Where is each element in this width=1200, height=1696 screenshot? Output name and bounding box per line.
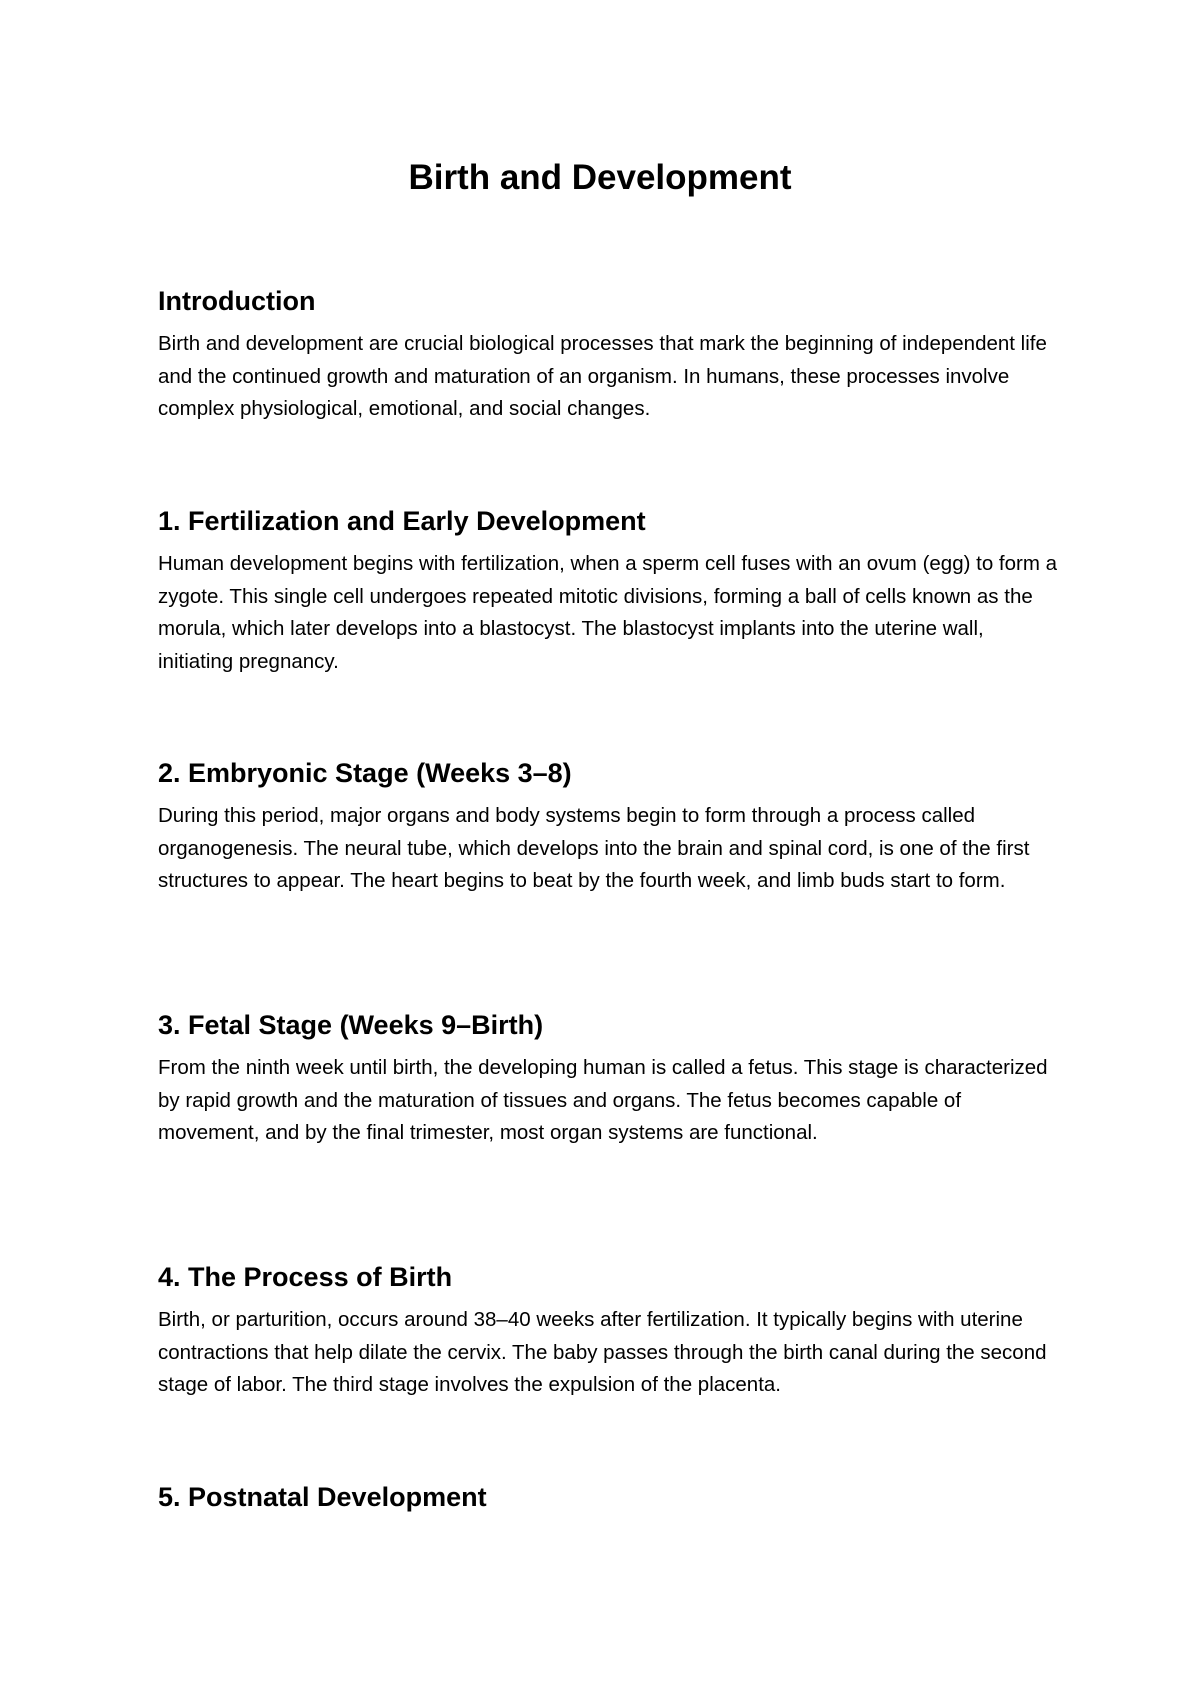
section-heading: Introduction [158,286,316,316]
section-embryonic-stage [158,756,1058,898]
section-body: During this period, major organs and body systems begin to form through a process called organogenesis. The neural tube, which develops into the brain and spinal cord, is one of the first structures to appear. The heart begins to beat by the fourth week, and limb buds start to form. [158,804,1030,892]
section-body: From the ninth week until birth, the developing human is called a fetus. This stage is characterized by rapid growth and the maturation of tissues and organs. The fetus becomes capable of movement, and by the final trimester, most organ systems are functional. [158,1056,1048,1144]
section-process-of-birth [158,1260,1058,1402]
section-heading: 2. Embryonic Stage (Weeks 3–8) [158,758,572,788]
section-body: Birth, or parturition, occurs around 38–40 weeks after fertilization. It typically begins with uterine contractions that help dilate the cervix. The baby passes through the birth canal during the second stage of labor. The third stage involves the expulsion of the placenta. [158,1308,1047,1396]
section-body: Birth and development are crucial biological processes that mark the beginning of independent life and the continued growth and maturation of an organism. In humans, these processes involve complex physiological, emotional, and social changes. [158,332,1047,420]
section-fertilization [158,504,1058,678]
section-heading: 4. The Process of Birth [158,1262,453,1292]
section-heading: 1. Fertilization and Early Development [158,506,646,536]
section-introduction [158,284,1058,426]
document-title: Birth and Development [408,158,792,197]
section-heading: 5. Postnatal Development [158,1482,487,1512]
section-postnatal-development [158,1480,1058,1514]
section-fetal-stage [158,1008,1058,1150]
section-body: Human development begins with fertilization, when a sperm cell fuses with an ovum (egg) to form a zygote. This single cell undergoes repeated mitotic divisions, forming a ball of cells known as the morula, which later develops into a blastocyst. The blastocyst implants into the uterine wall, initiating pregnancy. [158,552,1058,673]
section-heading: 3. Fetal Stage (Weeks 9–Birth) [158,1010,544,1040]
